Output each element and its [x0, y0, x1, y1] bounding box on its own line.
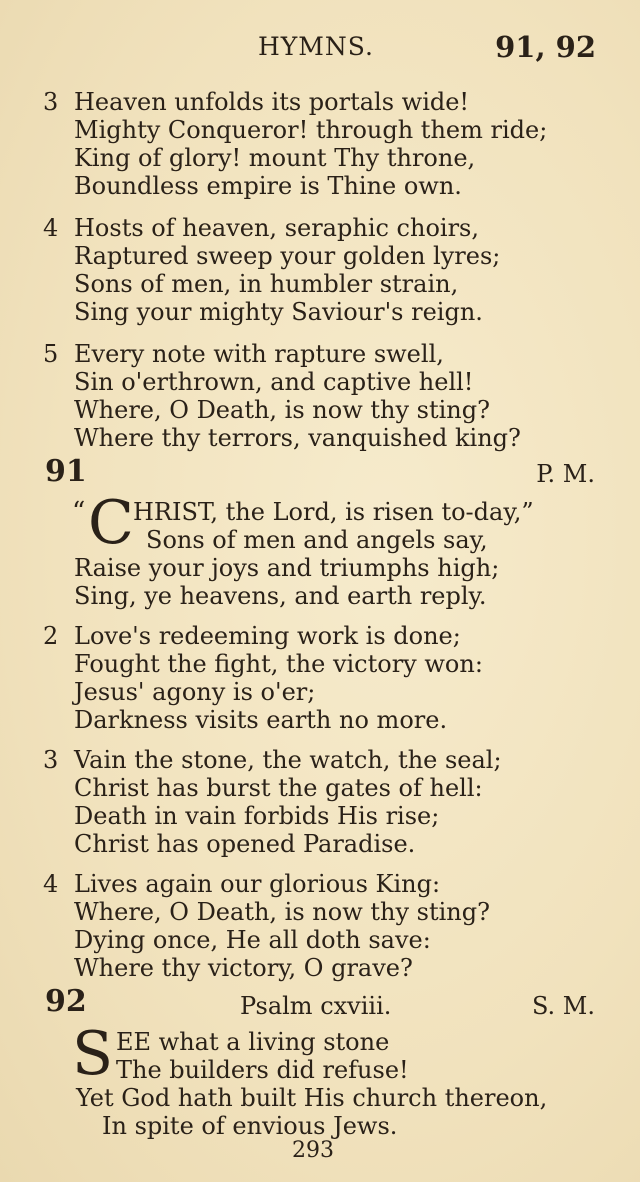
verse-text: Sin o'erthrown, and captive hell! — [74, 368, 474, 396]
verse-text: Hosts of heaven, seraphic choirs, — [74, 214, 479, 242]
verse-text: Where, O Death, is now thy sting? — [74, 898, 490, 926]
verse-text: Sing your mighty Saviour's reign. — [74, 298, 483, 326]
verse-number: 4 — [43, 870, 59, 898]
verse-text: Boundless empire is Thine own. — [74, 172, 462, 200]
verse-text: Every note with rapture swell, — [74, 340, 444, 368]
verse-number: 2 — [43, 622, 59, 650]
verse-text: Sons of men and angels say, — [146, 526, 488, 554]
page-number-text: 293 — [292, 1138, 334, 1163]
verse-text: Mighty Conqueror! through them ride; — [74, 116, 548, 144]
verse-text: Darkness visits earth no more. — [74, 706, 448, 734]
verse-text: Lives again our glorious King: — [74, 870, 441, 898]
open-quote: “ — [72, 497, 86, 527]
verse-text: Yet God hath built His church thereon, — [76, 1084, 548, 1112]
verse-text: Where, O Death, is now thy sting? — [74, 396, 490, 424]
verse-text: Death in vain forbids His rise; — [74, 802, 440, 830]
verse-number: 4 — [43, 214, 59, 242]
verse-text: Jesus' agony is o'er; — [74, 678, 316, 706]
verse-text: Sing, ye heavens, and earth reply. — [74, 582, 487, 610]
verse-number: 5 — [43, 340, 59, 368]
verse-text: Where thy terrors, vanquished king? — [74, 424, 521, 452]
verse-text: In spite of envious Jews. — [102, 1112, 398, 1140]
verse-number: 3 — [43, 88, 59, 116]
hymn-number: 91 — [45, 454, 87, 489]
verse-text: Love's redeeming work is done; — [74, 622, 461, 650]
psalm-reference: Psalm cxviii. — [240, 992, 392, 1020]
page-number — [0, 1138, 640, 1163]
verse-text: Fought the fight, the victory won: — [74, 650, 483, 678]
header-hymn-numbers: 91, 92 — [495, 30, 596, 64]
verse-text: Vain the stone, the watch, the seal; — [74, 746, 502, 774]
page-header — [0, 30, 640, 70]
verse-text: The builders did refuse! — [116, 1056, 409, 1084]
verse-text: Heaven unfolds its portals wide! — [74, 88, 470, 116]
verse-text: EE what a living stone — [116, 1028, 390, 1056]
verse-text: King of glory! mount Thy throne, — [74, 144, 476, 172]
hymn-meter: P. M. — [536, 460, 595, 488]
verse-text: Where thy victory, O grave? — [74, 954, 413, 982]
hymn-number: 92 — [45, 984, 87, 1019]
verse-text: Raise your joys and triumphs high; — [74, 554, 500, 582]
verse-number: 3 — [43, 746, 59, 774]
verse-text: HRIST, the Lord, is risen to-day,” — [133, 498, 534, 526]
verse-text: Sons of men, in humbler strain, — [74, 270, 459, 298]
verse-text: Dying once, He all doth save: — [74, 926, 431, 954]
hymn-meter: S. M. — [531, 992, 595, 1020]
drop-cap: C — [88, 488, 134, 558]
running-title: HYMNS. — [258, 32, 374, 61]
verse-text: Christ has burst the gates of hell: — [74, 774, 483, 802]
verse-text: Christ has opened Paradise. — [74, 830, 416, 858]
verse-text: Raptured sweep your golden lyres; — [74, 242, 501, 270]
drop-cap: S — [72, 1019, 114, 1089]
